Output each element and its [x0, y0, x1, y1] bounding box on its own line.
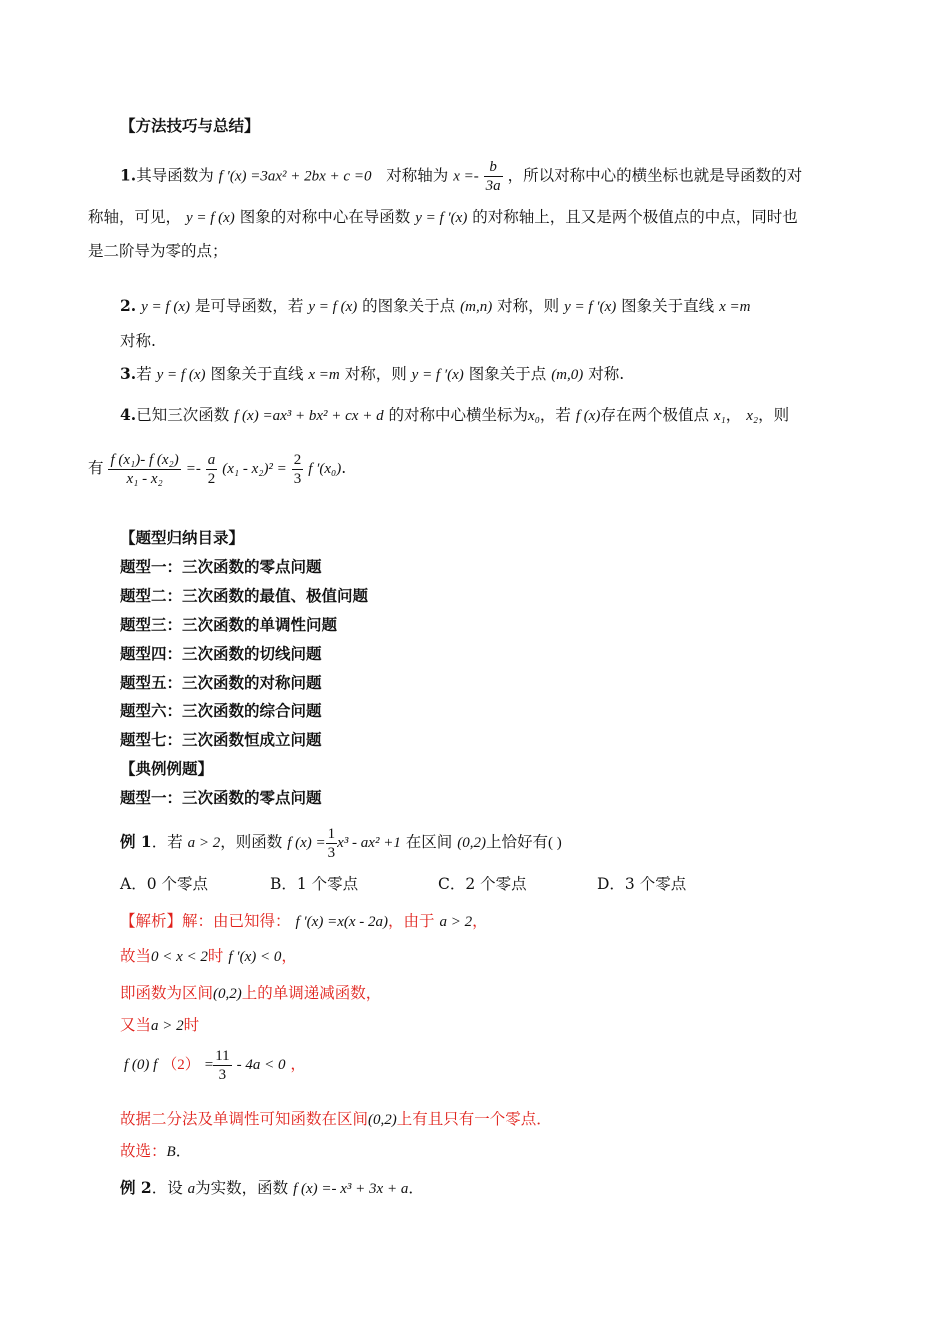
fraction-b-over-3a: $\frac{b}{3a}$ [485, 159, 501, 194]
example-2-question: 例 2．设 a为实数，函数 f (x) =- x³ + 3x + a． [120, 1178, 424, 1197]
option-d: D．3 个零点 [597, 875, 687, 893]
fraction-a-over-2: $\frac{a}{2}$ [207, 451, 216, 487]
option-a: A．0 个零点 [120, 875, 208, 893]
fraction-11-over-3: $\frac{11}{3}$ [215, 1047, 230, 1083]
fraction-difference-quotient: $\frac{\text{f (x₁)- f (x₂)}}{\text{x₁ - x₂}}$ [110, 451, 179, 487]
paragraph-2-line-1: 2. y = f (x) 是可导函数，若 y = f (x) 的图象关于点 (m,n) 对称，则 y = f ′(x) 图象关于直线 x =m [120, 296, 751, 315]
paragraph-1-line-2: 称轴，可见， y = f (x) 图象的对称中心在导函数 y = f ′(x) 的对称轴上，且又是两个极值点的中点，同时也 [88, 208, 798, 226]
paragraph-1-line-3: 是二阶导为零的点； [88, 242, 228, 260]
example-1-options [120, 873, 686, 895]
toc-item: 题型六：三次函数的综合问题 [120, 701, 322, 720]
solution-line-6: 故据二分法及单调性可知函数在区间(0,2)上有且只有一个零点． [120, 1110, 552, 1128]
fraction-1-over-3: $\frac{1}{3}$ [327, 825, 336, 861]
paragraph-4-line-1: 4.已知三次函数 f (x) =ax³ + bx² + cx + d 的对称中心横坐标为x₀，若 f (x)存在两个极值点 x₁， x₂，则 [120, 405, 790, 424]
solution-line-3: 即函数为区间(0,2)上的单调递减函数， [120, 984, 382, 1002]
solution-line-5: f (0) f （2） = $\frac{11}{3}$ - 4a < 0 ， [124, 1047, 306, 1083]
toc-item: 题型一：三次函数的零点问题 [120, 557, 322, 576]
fraction-2-over-3: $\frac{2}{3}$ [293, 451, 302, 487]
option-c: C．2 个零点 [438, 875, 527, 893]
toc-item: 题型四：三次函数的切线问题 [120, 644, 322, 663]
solution-line-4: 又当a > 2时 [120, 1016, 200, 1034]
toc-item: 题型二：三次函数的最值、极值问题 [120, 586, 369, 605]
solution-tag: 【解析】 [120, 912, 183, 930]
paragraph-1-line-1: 1.其导函数为 f ′(x) =3ax² + 2bx + c =0 对称轴为 x =- $\frac{b}{3a}$ ，所以对称中心的横坐标也就是导函数的对 [120, 159, 803, 194]
solution-line-1: 【解析】解：由已知得： f ′(x) =x(x - 2a)，由于 a > 2， [120, 912, 488, 930]
question-type-title: 题型一：三次函数的零点问题 [120, 788, 322, 807]
paragraph-4-line-2: 有 $\frac{\text{f (x₁)- f (x₂)}}{\text{x₁ - x₂}}$ =- $\frac{a}{2}$ (x₁ - x₂)² = $\frac{2}{3}$ f ′(x₀). [88, 451, 347, 487]
toc-item: 题型三：三次函数的单调性问题 [120, 615, 338, 634]
section-heading-methods: 【方法技巧与总结】 [120, 116, 260, 135]
section-heading-examples: 【典例例题】 [120, 759, 214, 778]
example-1-question: 例 1．若 a > 2，则函数 f (x) = $\frac{1}{3}$ x³ - ax² +1 在区间 (0,2)上恰好有( ) [120, 825, 562, 861]
toc-item: 题型五：三次函数的对称问题 [120, 673, 322, 692]
paragraph-2-line-2: 对称. [120, 332, 156, 350]
solution-line-7: 故选：B． [120, 1142, 192, 1160]
paragraph-3: 3.若 y = f (x) 图象关于直线 x =m 对称，则 y = f ′(x) 图象关于点 (m,0) 对称. [120, 364, 625, 383]
solution-line-2: 故当0 < x < 2时 f ′(x) < 0， [120, 947, 297, 965]
option-b: B．1 个零点 [270, 875, 359, 893]
formula-derivative: f ′(x) =3ax² + 2bx + c =0 [218, 168, 372, 185]
toc-item: 题型七：三次函数恒成立问题 [120, 730, 322, 749]
section-heading-toc: 【题型归纳目录】 [120, 528, 245, 547]
